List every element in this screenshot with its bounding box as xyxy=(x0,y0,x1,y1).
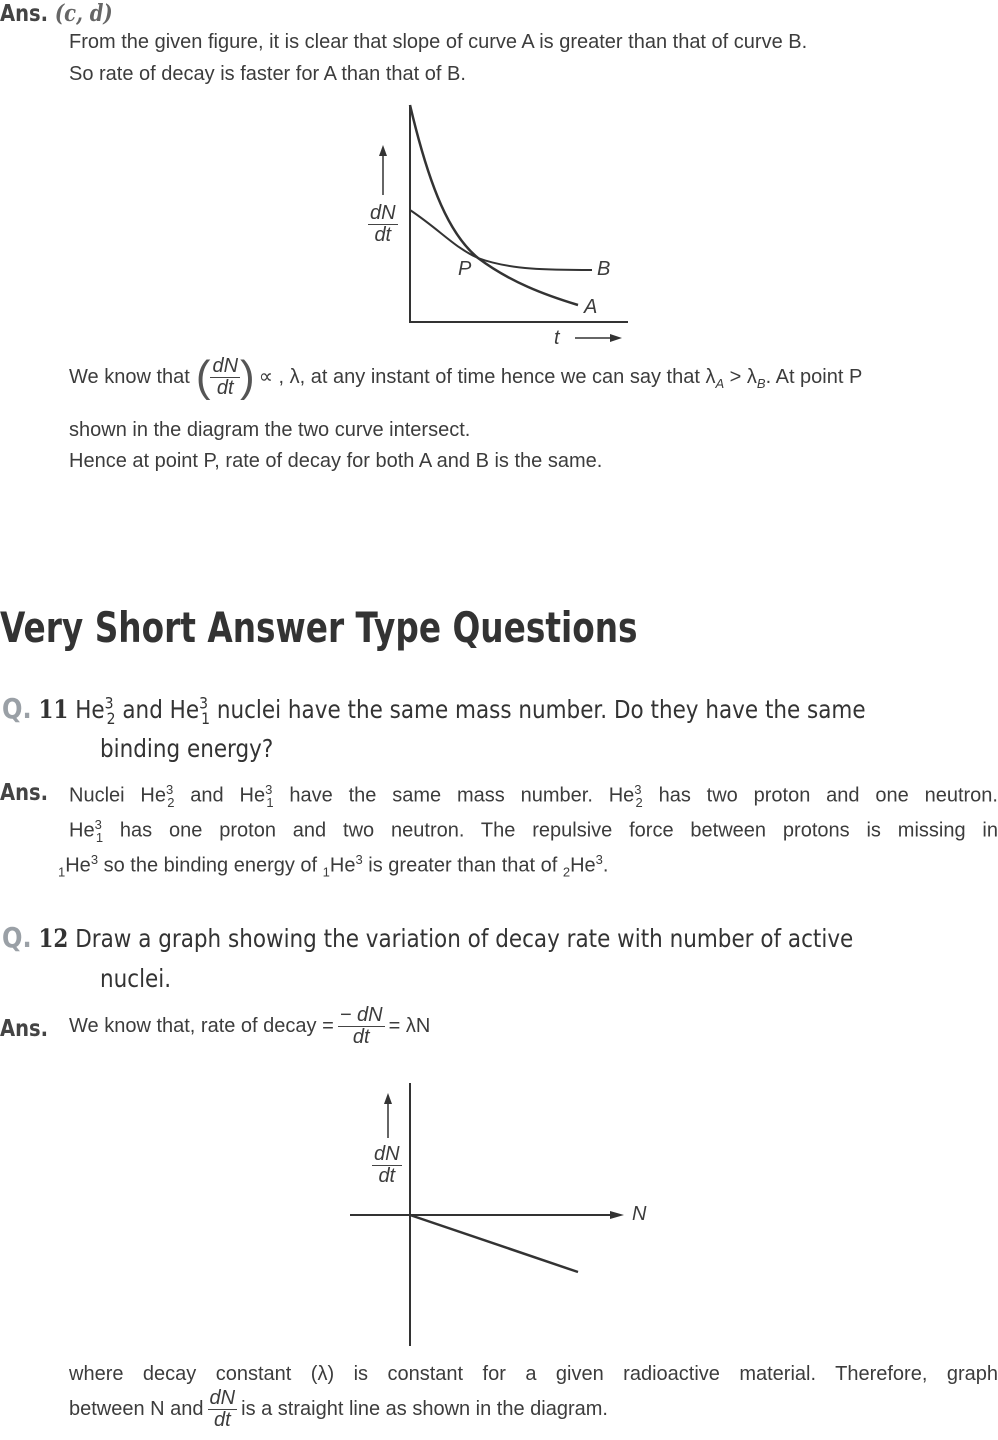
seg: He xyxy=(75,695,105,724)
answer-label: Ans. xyxy=(0,780,49,806)
q-mark-icon: Q. xyxy=(2,921,32,954)
point-p-label: P xyxy=(458,258,472,280)
sub: A xyxy=(715,375,725,391)
sup: 3 xyxy=(104,693,114,713)
text-line: $He^3_1$ has one proton and two neutron. The repulsive force between protons is missing in xyxy=(69,817,998,845)
label-num: dN xyxy=(370,202,396,224)
frac-den: dt xyxy=(213,1409,231,1431)
text-line: shown in the diagram the two curve intersect. xyxy=(69,419,471,441)
x-axis-label: N xyxy=(632,1203,647,1225)
seg: so the binding energy of xyxy=(103,854,318,877)
label-den: dt xyxy=(374,224,392,246)
text-line xyxy=(69,1363,998,1386)
sup: 3 xyxy=(199,693,208,713)
text-line: From the given figure, it is clear that slope of curve A is greater than that of curve B. xyxy=(69,31,808,53)
seg: Draw a graph showing the variation of decay rate with number of active xyxy=(75,924,854,953)
curve-b-label: B xyxy=(597,258,611,280)
sub: 2 xyxy=(106,709,116,728)
frac-num: − dN xyxy=(339,1004,383,1026)
sub: B xyxy=(756,375,766,391)
seg: and xyxy=(122,695,163,724)
text-line xyxy=(69,1388,608,1431)
q-mark-icon: Q. xyxy=(2,692,32,725)
seg: where decay constant (λ) is constant for a given radioactive material. Therefore, graph xyxy=(69,1363,998,1385)
section-heading: Very Short Answer Type Questions xyxy=(0,603,638,652)
question-number: 11 xyxy=(38,695,69,724)
label-den: dt xyxy=(378,1165,396,1187)
seg: nuclei have the same mass number. Do they have the same xyxy=(216,695,866,724)
arrowhead-icon xyxy=(384,1093,392,1104)
text-line: So rate of decay is faster for A than that of B. xyxy=(69,63,466,85)
seg: has two proton and one neutron. xyxy=(658,784,998,807)
sub: 1 xyxy=(201,709,210,728)
seg: = λN xyxy=(388,1015,431,1037)
label-num: dN xyxy=(374,1143,400,1165)
ans-text: Ans. xyxy=(0,1,49,27)
seg: is a straight line as shown in the diagram. xyxy=(241,1398,608,1420)
text-line: We know that ( $\frac{dN}{dt}$ ) ∝ , λ, at any instant of time hence we can say that $\lambda_A > \lambda_B$. At point P xyxy=(69,352,998,402)
text-line: $_1He^3$ so the binding energy of $_1He^3$ is greater than that of $_2He^3$. xyxy=(58,852,609,880)
frac-num: dN xyxy=(209,1387,236,1409)
frac-den: dt xyxy=(352,1026,370,1048)
seg: has one proton and two neutron. The repulsive force between protons is missing in xyxy=(119,819,998,842)
curve-a-label: A xyxy=(584,296,598,318)
text-line: Nuclei $He^3_2$ and $He^3_1$ have the same mass number. $He^3_2$ has two proton and one neutron. xyxy=(69,782,998,810)
seg: have the same mass number. xyxy=(289,784,593,807)
answer-options: (c, d) xyxy=(54,0,113,27)
seg: between N and xyxy=(69,1398,204,1420)
answer-label: Ans. xyxy=(0,1016,49,1042)
x-axis-label: t xyxy=(554,327,560,349)
frac-num: dN xyxy=(212,354,239,377)
question-number: 12 xyxy=(38,924,69,953)
question-12-line2: nuclei. xyxy=(100,964,172,993)
seg: is greater than that of xyxy=(368,854,558,877)
decay-line xyxy=(410,1215,578,1272)
frac-den: dt xyxy=(216,376,234,399)
text-line: Hence at point P, rate of decay for both A and B is the same. xyxy=(69,450,603,472)
seg: > λ xyxy=(724,365,757,388)
question-11-line2: binding energy? xyxy=(100,734,274,763)
seg: We know that, rate of decay = xyxy=(69,1015,334,1037)
seg: . At point P xyxy=(765,365,863,388)
seg: and xyxy=(190,784,224,807)
seg: He xyxy=(169,695,200,724)
y-axis-label xyxy=(372,1144,402,1187)
seg: Nuclei xyxy=(69,784,125,807)
seg: . xyxy=(602,854,609,877)
seg: ∝ , λ, at any instant of time hence we can say that λ xyxy=(258,365,716,388)
seg: We know that xyxy=(69,365,190,388)
arrowhead-icon xyxy=(610,1211,624,1219)
